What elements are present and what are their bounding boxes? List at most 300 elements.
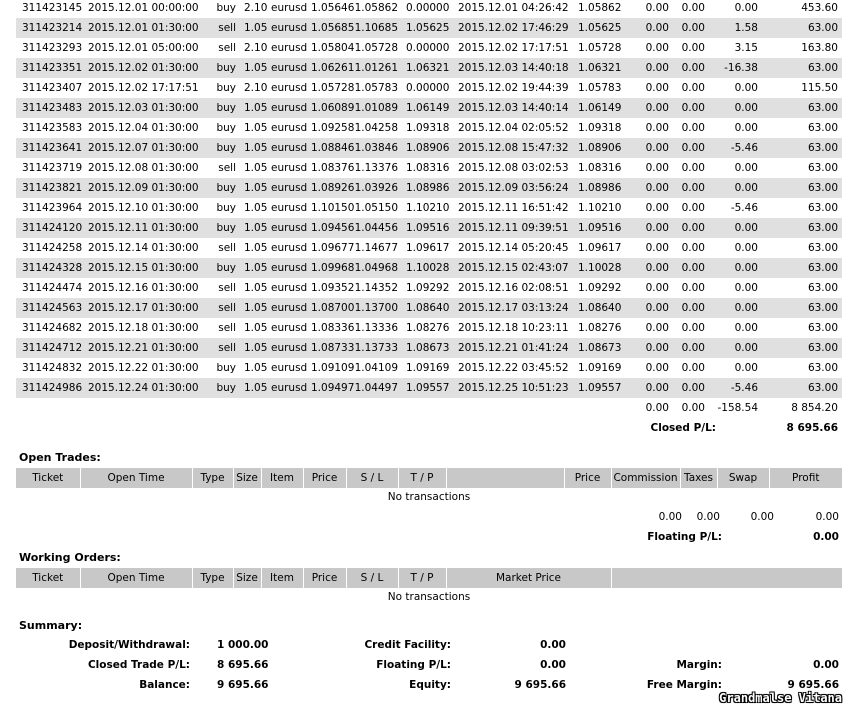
cell-size: 1.05 (240, 358, 265, 378)
cell-close-time: 2015.12.09 03:56:24 (450, 178, 574, 198)
cell-sl: 1.03926 (350, 178, 402, 198)
open-hdr-tp[interactable]: T / P (398, 468, 446, 488)
cell-open-time: 2015.12.14 01:30:00 (80, 238, 211, 258)
cell-tp: 0.00000 (402, 38, 450, 58)
cell-open-price: 1.08336 (307, 318, 350, 338)
cell-type: sell (211, 298, 240, 318)
cell-close-price: 1.06321 (574, 58, 621, 78)
cell-taxes: 0.00 (673, 358, 709, 378)
cell-close-time: 2015.12.01 04:26:42 (450, 0, 574, 18)
cell-open-price: 1.09258 (307, 118, 350, 138)
cell-sl: 1.13376 (350, 158, 402, 178)
cell-commission: 0.00 (621, 358, 673, 378)
open-hdr-item[interactable]: Item (261, 468, 303, 488)
table-row (16, 378, 842, 398)
closed-pl-value: 8 695.66 (762, 418, 842, 438)
cell-ticket: 311424563 (16, 298, 80, 318)
cell-sl: 1.01089 (350, 98, 402, 118)
cell-tp: 1.09169 (402, 358, 450, 378)
cell-taxes: 0.00 (673, 318, 709, 338)
open-hdr-blank (446, 468, 564, 488)
cell-type: buy (211, 218, 240, 238)
free-margin-value: 9 695.66 (787, 679, 839, 691)
cell-open-time: 2015.12.22 01:30:00 (80, 358, 211, 378)
cell-open-price: 1.06089 (307, 98, 350, 118)
cell-commission: 0.00 (621, 158, 673, 178)
cell-sl: 1.05862 (350, 0, 402, 18)
cell-close-time: 2015.12.04 02:05:52 (450, 118, 574, 138)
cell-size: 1.05 (240, 118, 265, 138)
cell-commission: 0.00 (621, 238, 673, 258)
closed-totals-row (16, 398, 842, 418)
cell-commission: 0.00 (621, 58, 673, 78)
cell-swap: -5.46 (709, 378, 762, 398)
cell-open-price: 1.06261 (307, 58, 350, 78)
cell-close-time: 2015.12.02 19:44:39 (450, 78, 574, 98)
cell-close-time: 2015.12.21 01:41:24 (450, 338, 574, 358)
cell-swap: 0.00 (709, 298, 762, 318)
cell-tp: 1.08986 (402, 178, 450, 198)
cell-type: buy (211, 378, 240, 398)
cell-tp: 1.10210 (402, 198, 450, 218)
cell-sl: 1.10685 (350, 18, 402, 38)
open-hdr-sl[interactable]: S / L (346, 468, 398, 488)
table-row (16, 258, 842, 278)
cell-open-price: 1.05728 (307, 78, 350, 98)
cell-open-price: 1.05646 (307, 0, 350, 18)
cell-ticket: 311423351 (16, 58, 80, 78)
open-total-taxes: 0.00 (696, 511, 720, 523)
open-hdr-open-time[interactable]: Open Time (80, 468, 192, 488)
cell-swap: 1.58 (709, 18, 762, 38)
cell-swap: -5.46 (709, 198, 762, 218)
cell-item: eurusd (265, 98, 307, 118)
wo-hdr-item[interactable]: Item (261, 568, 303, 588)
cell-profit: 63.00 (762, 178, 842, 198)
cell-close-price: 1.06149 (574, 98, 621, 118)
wo-hdr-sl[interactable]: S / L (346, 568, 398, 588)
cell-ticket: 311423293 (16, 38, 80, 58)
closed-pl-row (16, 418, 842, 438)
cell-taxes: 0.00 (673, 38, 709, 58)
balance-label: Balance: (139, 679, 190, 691)
cell-tp: 1.08316 (402, 158, 450, 178)
cell-type: sell (211, 238, 240, 258)
cell-commission: 0.00 (621, 78, 673, 98)
cell-profit: 453.60 (762, 0, 842, 18)
closed-trade-pl-value: 8 695.66 (217, 659, 269, 671)
wo-hdr-tp[interactable]: T / P (398, 568, 446, 588)
cell-size: 1.05 (240, 58, 265, 78)
cell-commission: 0.00 (621, 0, 673, 18)
cell-type: sell (211, 18, 240, 38)
cell-close-time: 2015.12.14 05:20:45 (450, 238, 574, 258)
cell-item: eurusd (265, 198, 307, 218)
cell-open-time: 2015.12.21 01:30:00 (80, 338, 211, 358)
cell-open-time: 2015.12.03 01:30:00 (80, 98, 211, 118)
cell-item: eurusd (265, 258, 307, 278)
cell-commission: 0.00 (621, 218, 673, 238)
summary-title: Summary: (19, 619, 83, 632)
cell-item: eurusd (265, 358, 307, 378)
cell-close-price: 1.08640 (574, 298, 621, 318)
cell-ticket: 311424712 (16, 338, 80, 358)
cell-profit: 63.00 (762, 338, 842, 358)
closed-totals (16, 398, 842, 438)
cell-open-time: 2015.12.17 01:30:00 (80, 298, 211, 318)
cell-profit: 63.00 (762, 278, 842, 298)
open-trades-title: Open Trades: (19, 451, 101, 464)
cell-close-price: 1.09617 (574, 238, 621, 258)
cell-swap: 0.00 (709, 98, 762, 118)
summary-floating-value: 0.00 (540, 659, 566, 671)
cell-size: 2.10 (240, 78, 265, 98)
cell-commission: 0.00 (621, 338, 673, 358)
cell-close-price: 1.05625 (574, 18, 621, 38)
working-orders-header (16, 568, 842, 588)
open-hdr-swap[interactable]: Swap (717, 468, 769, 488)
wo-hdr-ticket[interactable]: Ticket (16, 568, 80, 588)
cell-close-price: 1.10210 (574, 198, 621, 218)
cell-sl: 1.04109 (350, 358, 402, 378)
cell-open-time: 2015.12.04 01:30:00 (80, 118, 211, 138)
cell-size: 1.05 (240, 378, 265, 398)
cell-close-price: 1.08316 (574, 158, 621, 178)
cell-ticket: 311424474 (16, 278, 80, 298)
open-hdr-commission[interactable]: Commission (611, 468, 680, 488)
cell-size: 1.05 (240, 298, 265, 318)
open-hdr-size[interactable]: Size (233, 468, 261, 488)
cell-open-time: 2015.12.01 00:00:00 (80, 0, 211, 18)
open-total-profit: 0.00 (815, 511, 839, 523)
open-trades-header (16, 468, 842, 488)
cell-commission: 0.00 (621, 18, 673, 38)
cell-close-time: 2015.12.08 03:02:53 (450, 158, 574, 178)
cell-close-time: 2015.12.02 17:46:29 (450, 18, 574, 38)
cell-size: 1.05 (240, 318, 265, 338)
closed-pl-label: Closed P/L: (621, 418, 762, 438)
cell-sl: 1.04497 (350, 378, 402, 398)
cell-type: buy (211, 58, 240, 78)
cell-open-time: 2015.12.08 01:30:00 (80, 158, 211, 178)
cell-open-time: 2015.12.24 01:30:00 (80, 378, 211, 398)
cell-profit: 63.00 (762, 18, 842, 38)
cell-tp: 1.09292 (402, 278, 450, 298)
cell-close-price: 1.08986 (574, 178, 621, 198)
open-hdr-cur-price[interactable]: Price (564, 468, 611, 488)
cell-commission: 0.00 (621, 38, 673, 58)
cell-tp: 1.09617 (402, 238, 450, 258)
cell-close-price: 1.08276 (574, 318, 621, 338)
cell-tp: 1.09318 (402, 118, 450, 138)
cell-close-time: 2015.12.02 17:17:51 (450, 38, 574, 58)
cell-taxes: 0.00 (673, 258, 709, 278)
cell-commission: 0.00 (621, 178, 673, 198)
cell-open-time: 2015.12.11 01:30:00 (80, 218, 211, 238)
cell-type: buy (211, 198, 240, 218)
cell-ticket: 311424258 (16, 238, 80, 258)
free-margin-label: Free Margin: (646, 679, 722, 691)
cell-commission: 0.00 (621, 318, 673, 338)
cell-sl: 1.05150 (350, 198, 402, 218)
cell-close-price: 1.09516 (574, 218, 621, 238)
closed-trade-pl-label: Closed Trade P/L: (87, 659, 190, 671)
cell-tp: 0.00000 (402, 0, 450, 18)
cell-item: eurusd (265, 298, 307, 318)
cell-commission: 0.00 (621, 138, 673, 158)
floating-pl-label: Floating P/L: (647, 531, 722, 543)
cell-tp: 1.09557 (402, 378, 450, 398)
cell-open-price: 1.09497 (307, 378, 350, 398)
cell-tp: 1.08640 (402, 298, 450, 318)
cell-close-price: 1.09557 (574, 378, 621, 398)
table-row (16, 318, 842, 338)
deposit-label: Deposit/Withdrawal: (68, 639, 190, 651)
cell-close-price: 1.08906 (574, 138, 621, 158)
wo-hdr-market-price[interactable]: Market Price (446, 568, 611, 588)
cell-tp: 1.10028 (402, 258, 450, 278)
cell-close-price: 1.09292 (574, 278, 621, 298)
deposit-value: 1 000.00 (217, 639, 269, 651)
cell-tp: 1.08906 (402, 138, 450, 158)
open-hdr-type[interactable]: Type (192, 468, 233, 488)
cell-taxes: 0.00 (673, 338, 709, 358)
closed-total-taxes: 0.00 (673, 398, 709, 418)
cell-swap: 0.00 (709, 318, 762, 338)
cell-open-price: 1.05685 (307, 18, 350, 38)
margin-label: Margin: (676, 659, 722, 671)
table-row (16, 38, 842, 58)
cell-ticket: 311423583 (16, 118, 80, 138)
wo-hdr-price[interactable]: Price (303, 568, 346, 588)
working-orders-empty: No transactions (387, 591, 471, 603)
cell-commission: 0.00 (621, 378, 673, 398)
cell-swap: 0.00 (709, 178, 762, 198)
closed-total-profit: 8 854.20 (762, 398, 842, 418)
table-row (16, 18, 842, 38)
cell-type: buy (211, 78, 240, 98)
cell-tp: 1.08276 (402, 318, 450, 338)
table-row (16, 358, 842, 378)
cell-ticket: 311424682 (16, 318, 80, 338)
cell-open-time: 2015.12.01 05:00:00 (80, 38, 211, 58)
cell-profit: 63.00 (762, 258, 842, 278)
cell-ticket: 311424986 (16, 378, 80, 398)
cell-size: 1.05 (240, 18, 265, 38)
cell-open-price: 1.08376 (307, 158, 350, 178)
cell-commission: 0.00 (621, 118, 673, 138)
cell-sl: 1.14677 (350, 238, 402, 258)
table-row (16, 98, 842, 118)
cell-taxes: 0.00 (673, 78, 709, 98)
open-hdr-ticket[interactable]: Ticket (16, 468, 80, 488)
cell-swap: -5.46 (709, 138, 762, 158)
table-row (16, 198, 842, 218)
cell-sl: 1.04968 (350, 258, 402, 278)
cell-sl: 1.01261 (350, 58, 402, 78)
cell-sl: 1.05728 (350, 38, 402, 58)
cell-taxes: 0.00 (673, 298, 709, 318)
cell-sl: 1.04456 (350, 218, 402, 238)
cell-item: eurusd (265, 18, 307, 38)
table-row (16, 58, 842, 78)
cell-item: eurusd (265, 158, 307, 178)
cell-type: buy (211, 138, 240, 158)
open-total-commission: 0.00 (658, 511, 682, 523)
cell-close-price: 1.10028 (574, 258, 621, 278)
credit-value: 0.00 (540, 639, 566, 651)
cell-swap: 0.00 (709, 218, 762, 238)
cell-tp: 1.06149 (402, 98, 450, 118)
cell-open-price: 1.09352 (307, 278, 350, 298)
cell-swap: 0.00 (709, 118, 762, 138)
cell-close-time: 2015.12.22 03:45:52 (450, 358, 574, 378)
cell-taxes: 0.00 (673, 58, 709, 78)
cell-size: 1.05 (240, 278, 265, 298)
wo-hdr-type[interactable]: Type (192, 568, 233, 588)
cell-profit: 63.00 (762, 378, 842, 398)
open-total-swap: 0.00 (750, 511, 774, 523)
cell-profit: 63.00 (762, 238, 842, 258)
cell-taxes: 0.00 (673, 18, 709, 38)
cell-type: buy (211, 258, 240, 278)
cell-sl: 1.14352 (350, 278, 402, 298)
cell-profit: 63.00 (762, 118, 842, 138)
cell-type: buy (211, 118, 240, 138)
cell-type: sell (211, 278, 240, 298)
cell-commission: 0.00 (621, 298, 673, 318)
cell-type: buy (211, 98, 240, 118)
cell-close-time: 2015.12.15 02:43:07 (450, 258, 574, 278)
cell-swap: 0.00 (709, 78, 762, 98)
cell-profit: 63.00 (762, 358, 842, 378)
cell-taxes: 0.00 (673, 98, 709, 118)
cell-open-price: 1.08733 (307, 338, 350, 358)
cell-swap: 0.00 (709, 358, 762, 378)
cell-taxes: 0.00 (673, 138, 709, 158)
cell-item: eurusd (265, 78, 307, 98)
table-row (16, 338, 842, 358)
equity-value: 9 695.66 (514, 679, 566, 691)
cell-size: 1.05 (240, 98, 265, 118)
cell-close-time: 2015.12.11 16:51:42 (450, 198, 574, 218)
cell-size: 1.05 (240, 258, 265, 278)
cell-item: eurusd (265, 238, 307, 258)
cell-ticket: 311423641 (16, 138, 80, 158)
open-hdr-profit[interactable]: Profit (792, 472, 820, 484)
working-orders-title: Working Orders: (19, 551, 121, 564)
margin-value: 0.00 (813, 659, 839, 671)
table-row (16, 218, 842, 238)
cell-open-price: 1.08700 (307, 298, 350, 318)
cell-tp: 0.00000 (402, 78, 450, 98)
cell-close-price: 1.08673 (574, 338, 621, 358)
cell-item: eurusd (265, 278, 307, 298)
wo-hdr-size[interactable]: Size (233, 568, 261, 588)
cell-taxes: 0.00 (673, 238, 709, 258)
cell-open-price: 1.05804 (307, 38, 350, 58)
cell-item: eurusd (265, 318, 307, 338)
cell-profit: 63.00 (762, 158, 842, 178)
cell-taxes: 0.00 (673, 278, 709, 298)
cell-open-price: 1.10150 (307, 198, 350, 218)
cell-item: eurusd (265, 118, 307, 138)
closed-trades-table (16, 0, 842, 438)
cell-size: 2.10 (240, 0, 265, 18)
cell-item: eurusd (265, 378, 307, 398)
cell-close-time: 2015.12.18 10:23:11 (450, 318, 574, 338)
cell-item: eurusd (265, 0, 307, 18)
floating-pl-value: 0.00 (813, 531, 839, 543)
cell-open-time: 2015.12.07 01:30:00 (80, 138, 211, 158)
watermark: Grandmalse Vitana (719, 691, 842, 705)
open-hdr-price[interactable]: Price (303, 468, 346, 488)
cell-profit: 63.00 (762, 98, 842, 118)
cell-profit: 63.00 (762, 318, 842, 338)
cell-profit: 115.50 (762, 78, 842, 98)
cell-swap: 0.00 (709, 258, 762, 278)
cell-taxes: 0.00 (673, 158, 709, 178)
cell-ticket: 311423483 (16, 98, 80, 118)
cell-close-price: 1.09318 (574, 118, 621, 138)
open-hdr-taxes[interactable]: Taxes (680, 468, 717, 488)
summary-floating-label: Floating P/L: (376, 659, 451, 671)
closed-total-swap: -158.54 (709, 398, 762, 418)
cell-size: 1.05 (240, 138, 265, 158)
cell-ticket: 311423407 (16, 78, 80, 98)
cell-taxes: 0.00 (673, 198, 709, 218)
cell-size: 2.10 (240, 38, 265, 58)
cell-sl: 1.13336 (350, 318, 402, 338)
cell-swap: 0.00 (709, 338, 762, 358)
cell-ticket: 311423821 (16, 178, 80, 198)
cell-open-time: 2015.12.18 01:30:00 (80, 318, 211, 338)
cell-close-time: 2015.12.03 14:40:14 (450, 98, 574, 118)
cell-close-time: 2015.12.08 15:47:32 (450, 138, 574, 158)
cell-commission: 0.00 (621, 98, 673, 118)
cell-swap: 0.00 (709, 158, 762, 178)
cell-sl: 1.05783 (350, 78, 402, 98)
cell-item: eurusd (265, 38, 307, 58)
cell-type: sell (211, 38, 240, 58)
cell-size: 1.05 (240, 158, 265, 178)
cell-profit: 63.00 (762, 58, 842, 78)
cell-open-time: 2015.12.02 01:30:00 (80, 58, 211, 78)
cell-tp: 1.06321 (402, 58, 450, 78)
cell-ticket: 311423719 (16, 158, 80, 178)
cell-close-price: 1.09169 (574, 358, 621, 378)
cell-size: 1.05 (240, 178, 265, 198)
cell-open-price: 1.09456 (307, 218, 350, 238)
cell-tp: 1.09516 (402, 218, 450, 238)
cell-size: 1.05 (240, 218, 265, 238)
cell-item: eurusd (265, 338, 307, 358)
cell-profit: 63.00 (762, 198, 842, 218)
cell-close-price: 1.05728 (574, 38, 621, 58)
cell-ticket: 311424832 (16, 358, 80, 378)
cell-open-time: 2015.12.01 01:30:00 (80, 18, 211, 38)
cell-swap: 0.00 (709, 278, 762, 298)
cell-open-price: 1.09968 (307, 258, 350, 278)
cell-commission: 0.00 (621, 198, 673, 218)
table-row (16, 78, 842, 98)
wo-hdr-open-time[interactable]: Open Time (80, 568, 192, 588)
cell-open-time: 2015.12.16 01:30:00 (80, 278, 211, 298)
cell-item: eurusd (265, 218, 307, 238)
table-row (16, 138, 842, 158)
cell-type: buy (211, 358, 240, 378)
cell-type: sell (211, 318, 240, 338)
